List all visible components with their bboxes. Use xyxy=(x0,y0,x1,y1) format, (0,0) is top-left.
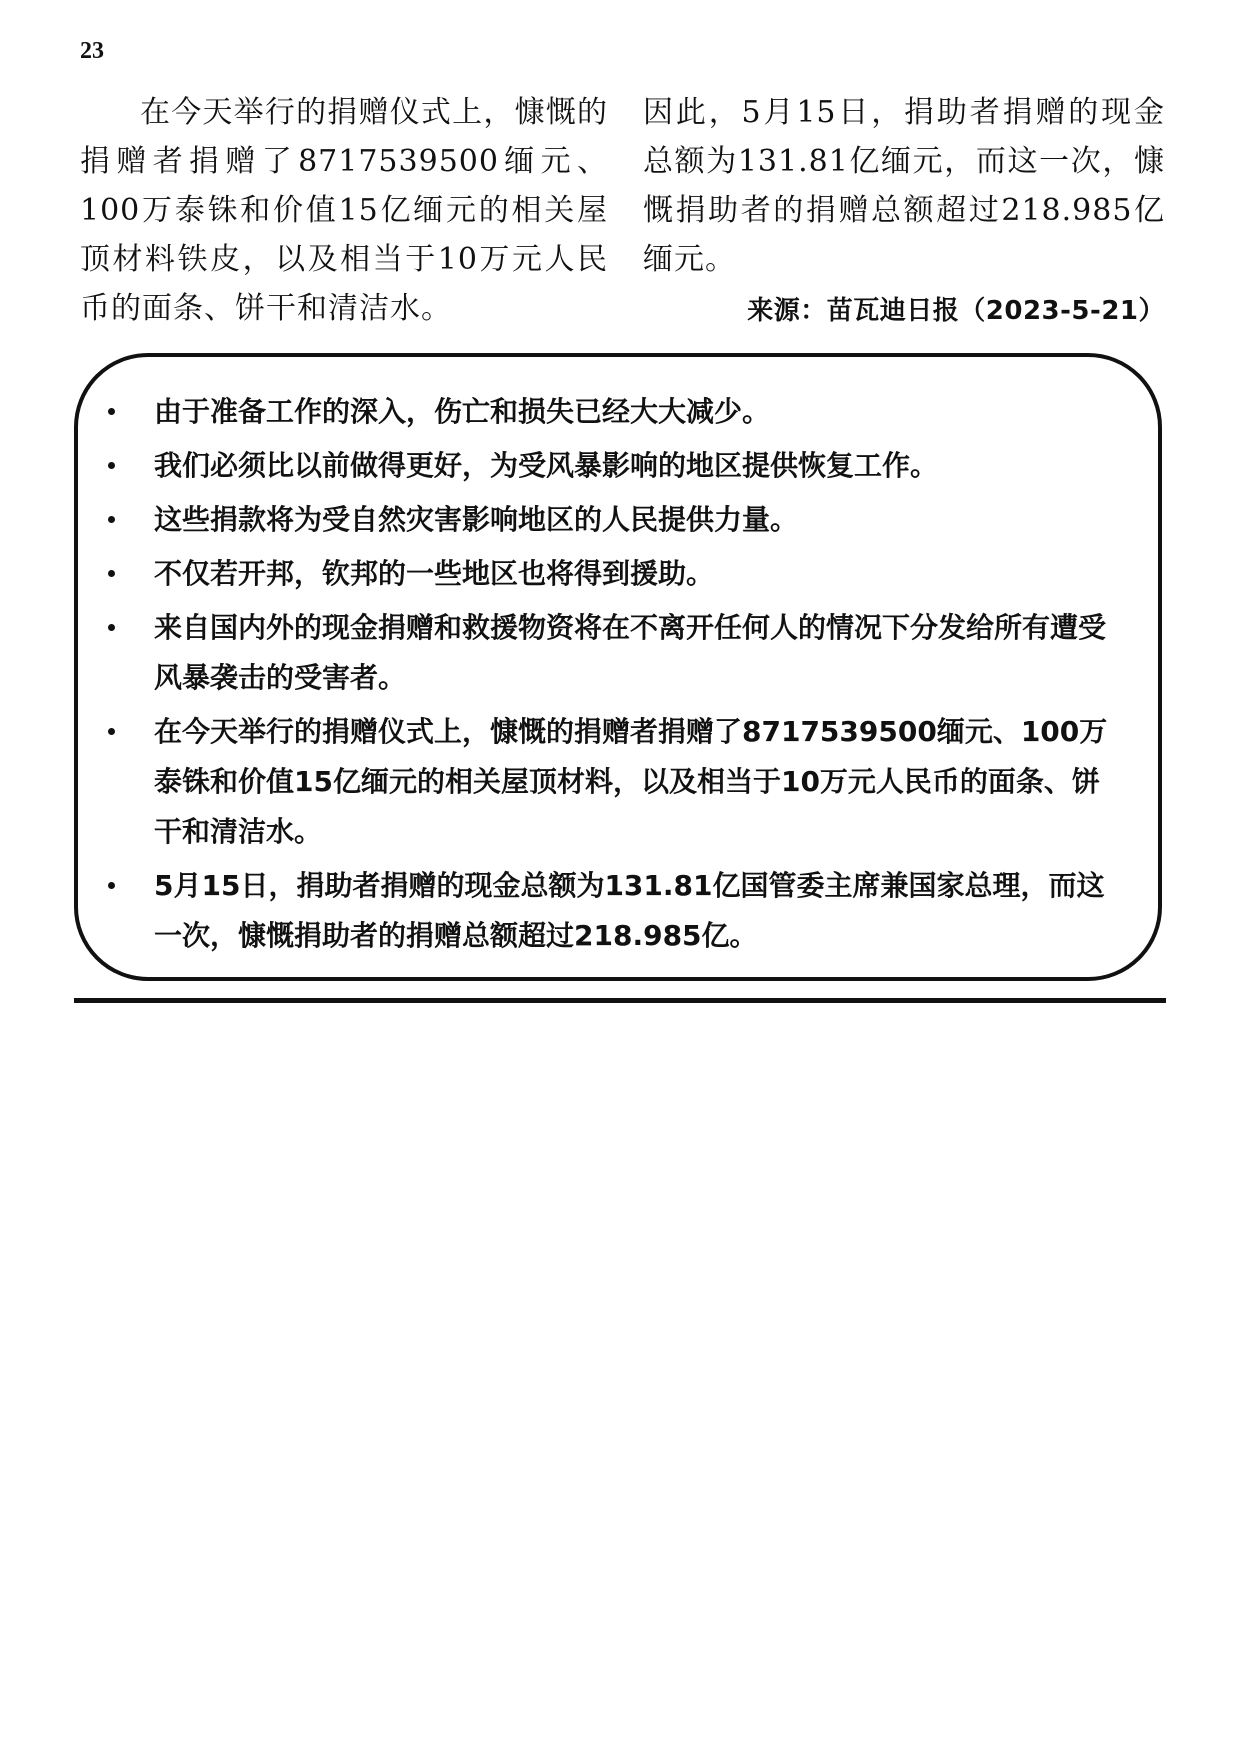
summary-item-text: 5月15日，捐助者捐赠的现金总额为131.81亿国管委主席兼国家总理，而这一次，慷慨捐助者的捐赠总额超过218.985亿。 xyxy=(154,869,1105,952)
summary-item xyxy=(108,495,1124,545)
summary-item-text: 这些捐款将为受自然灾害影响地区的人民提供力量。 xyxy=(154,503,799,536)
section-divider xyxy=(74,998,1166,1003)
bullet-icon xyxy=(108,516,115,523)
article-source: 来源：苗瓦迪日报（2023-5-21） xyxy=(747,296,1165,326)
article-left-column xyxy=(80,88,608,333)
summary-item-text: 不仅若开邦，钦邦的一些地区也将得到援助。 xyxy=(154,557,715,590)
summary-item xyxy=(108,441,1124,491)
summary-box xyxy=(74,353,1162,981)
summary-item-text: 来自国内外的现金捐赠和救援物资将在不离开任何人的情况下分发给所有遭受风暴袭击的受害者。 xyxy=(154,611,1107,694)
summary-item-text: 由于准备工作的深入，伤亡和损失已经大大减少。 xyxy=(154,395,771,428)
bullet-icon xyxy=(108,462,115,469)
summary-list xyxy=(108,387,1124,961)
bullet-icon xyxy=(108,624,115,631)
page-number: 23 xyxy=(80,38,104,64)
bullet-icon xyxy=(108,408,115,415)
article-right-column xyxy=(643,88,1165,284)
summary-item xyxy=(108,861,1124,961)
summary-item xyxy=(108,387,1124,437)
summary-item xyxy=(108,603,1124,703)
bullet-icon xyxy=(108,882,115,889)
summary-item-text: 在今天举行的捐赠仪式上，慷慨的捐赠者捐赠了8717539500缅元、100万泰铢和价值15亿缅元的相关屋顶材料，以及相当于10万元人民币的面条、饼干和清洁水。 xyxy=(154,715,1108,848)
bullet-icon xyxy=(108,728,115,735)
article-paragraph-left: 在今天举行的捐赠仪式上，慷慨的捐赠者捐赠了8717539500缅元、100万泰铢和价值15亿缅元的相关屋顶材料铁皮，以及相当于10万元人民币的面条、饼干和清洁水。 xyxy=(80,95,608,326)
bullet-icon xyxy=(108,570,115,577)
summary-item xyxy=(108,707,1124,857)
summary-item-text: 我们必须比以前做得更好，为受风暴影响的地区提供恢复工作。 xyxy=(154,449,939,482)
article-paragraph-right: 因此，5月15日，捐助者捐赠的现金总额为131.81亿缅元，而这一次，慷慨捐助者的捐赠总额超过218.985亿缅元。 xyxy=(643,95,1165,277)
summary-item xyxy=(108,549,1124,599)
